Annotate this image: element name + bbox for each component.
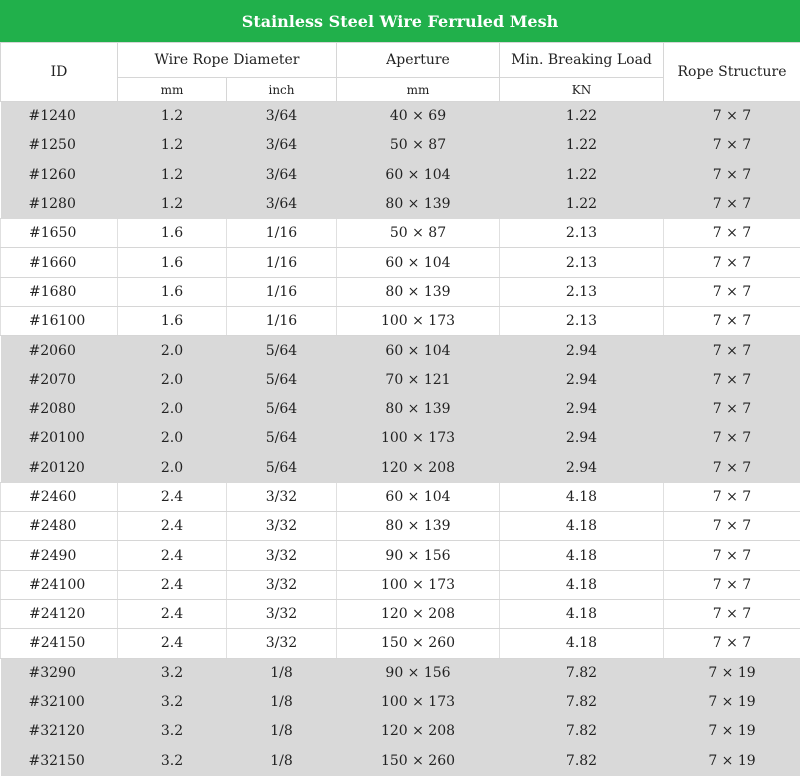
cell-aperture: 60 × 104 bbox=[337, 336, 500, 365]
cell-id: #2490 bbox=[1, 541, 118, 570]
cell-rope-structure: 7 × 19 bbox=[664, 746, 800, 775]
table-row bbox=[1, 424, 800, 453]
cell-id: #1250 bbox=[1, 131, 118, 160]
cell-breaking-load: 2.94 bbox=[500, 424, 664, 453]
cell-rope-structure: 7 × 7 bbox=[664, 307, 800, 336]
cell-rope-structure: 7 × 19 bbox=[664, 687, 800, 716]
table-row bbox=[1, 131, 800, 160]
cell-diameter-mm: 1.2 bbox=[118, 160, 227, 189]
cell-aperture: 50 × 87 bbox=[337, 131, 500, 160]
cell-diameter-inch: 5/64 bbox=[227, 365, 337, 394]
cell-diameter-mm: 1.2 bbox=[118, 189, 227, 218]
cell-diameter-inch: 5/64 bbox=[227, 394, 337, 423]
cell-diameter-mm: 1.6 bbox=[118, 219, 227, 248]
cell-breaking-load: 2.94 bbox=[500, 394, 664, 423]
cell-diameter-mm: 1.2 bbox=[118, 131, 227, 160]
header-rope-structure: Rope Structure bbox=[664, 43, 800, 102]
cell-rope-structure: 7 × 7 bbox=[664, 570, 800, 599]
cell-breaking-load: 2.13 bbox=[500, 307, 664, 336]
cell-breaking-load: 4.18 bbox=[500, 512, 664, 541]
cell-diameter-inch: 3/32 bbox=[227, 541, 337, 570]
cell-diameter-inch: 5/64 bbox=[227, 336, 337, 365]
cell-diameter-mm: 2.0 bbox=[118, 365, 227, 394]
cell-id: #20120 bbox=[1, 453, 118, 482]
cell-breaking-load: 2.13 bbox=[500, 219, 664, 248]
cell-diameter-inch: 3/32 bbox=[227, 600, 337, 629]
cell-diameter-mm: 2.0 bbox=[118, 453, 227, 482]
cell-aperture: 80 × 139 bbox=[337, 277, 500, 306]
cell-id: #32120 bbox=[1, 717, 118, 746]
cell-id: #16100 bbox=[1, 307, 118, 336]
header-unit-mm: mm bbox=[118, 78, 227, 102]
cell-breaking-load: 1.22 bbox=[500, 131, 664, 160]
cell-breaking-load: 7.82 bbox=[500, 687, 664, 716]
cell-diameter-mm: 1.2 bbox=[118, 102, 227, 131]
cell-diameter-mm: 1.6 bbox=[118, 307, 227, 336]
cell-rope-structure: 7 × 7 bbox=[664, 189, 800, 218]
cell-breaking-load: 4.18 bbox=[500, 600, 664, 629]
cell-rope-structure: 7 × 7 bbox=[664, 131, 800, 160]
cell-diameter-mm: 3.2 bbox=[118, 717, 227, 746]
cell-diameter-inch: 1/8 bbox=[227, 658, 337, 687]
spec-table bbox=[0, 42, 800, 776]
cell-id: #2070 bbox=[1, 365, 118, 394]
cell-aperture: 70 × 121 bbox=[337, 365, 500, 394]
cell-id: #2460 bbox=[1, 482, 118, 511]
cell-aperture: 100 × 173 bbox=[337, 307, 500, 336]
cell-diameter-mm: 2.0 bbox=[118, 394, 227, 423]
cell-diameter-inch: 3/32 bbox=[227, 512, 337, 541]
cell-diameter-inch: 1/8 bbox=[227, 746, 337, 775]
cell-diameter-inch: 3/32 bbox=[227, 629, 337, 658]
cell-id: #24150 bbox=[1, 629, 118, 658]
cell-diameter-inch: 1/8 bbox=[227, 717, 337, 746]
cell-aperture: 60 × 104 bbox=[337, 160, 500, 189]
cell-diameter-inch: 3/32 bbox=[227, 570, 337, 599]
cell-rope-structure: 7 × 7 bbox=[664, 600, 800, 629]
cell-diameter-mm: 1.6 bbox=[118, 248, 227, 277]
cell-breaking-load: 2.94 bbox=[500, 365, 664, 394]
cell-breaking-load: 7.82 bbox=[500, 658, 664, 687]
cell-aperture: 120 × 208 bbox=[337, 453, 500, 482]
cell-aperture: 80 × 139 bbox=[337, 512, 500, 541]
table-row bbox=[1, 453, 800, 482]
cell-id: #2480 bbox=[1, 512, 118, 541]
cell-diameter-inch: 5/64 bbox=[227, 453, 337, 482]
table-row bbox=[1, 189, 800, 218]
table-row bbox=[1, 717, 800, 746]
cell-rope-structure: 7 × 7 bbox=[664, 453, 800, 482]
cell-aperture: 90 × 156 bbox=[337, 658, 500, 687]
table-row bbox=[1, 512, 800, 541]
header-unit-kn: KN bbox=[500, 78, 664, 102]
cell-diameter-inch: 3/64 bbox=[227, 189, 337, 218]
cell-diameter-inch: 5/64 bbox=[227, 424, 337, 453]
cell-diameter-mm: 3.2 bbox=[118, 687, 227, 716]
cell-rope-structure: 7 × 7 bbox=[664, 394, 800, 423]
cell-aperture: 40 × 69 bbox=[337, 102, 500, 131]
cell-id: #24120 bbox=[1, 600, 118, 629]
cell-aperture: 90 × 156 bbox=[337, 541, 500, 570]
cell-breaking-load: 4.18 bbox=[500, 570, 664, 599]
cell-rope-structure: 7 × 7 bbox=[664, 219, 800, 248]
cell-breaking-load: 2.13 bbox=[500, 248, 664, 277]
cell-diameter-mm: 2.4 bbox=[118, 482, 227, 511]
cell-rope-structure: 7 × 7 bbox=[664, 160, 800, 189]
cell-aperture: 60 × 104 bbox=[337, 248, 500, 277]
table-row bbox=[1, 160, 800, 189]
cell-id: #32100 bbox=[1, 687, 118, 716]
cell-aperture: 60 × 104 bbox=[337, 482, 500, 511]
cell-diameter-inch: 1/16 bbox=[227, 248, 337, 277]
cell-diameter-mm: 2.4 bbox=[118, 570, 227, 599]
cell-breaking-load: 1.22 bbox=[500, 160, 664, 189]
cell-id: #2080 bbox=[1, 394, 118, 423]
cell-rope-structure: 7 × 7 bbox=[664, 512, 800, 541]
cell-id: #20100 bbox=[1, 424, 118, 453]
cell-breaking-load: 4.18 bbox=[500, 482, 664, 511]
table-header bbox=[1, 43, 800, 102]
table-row bbox=[1, 219, 800, 248]
cell-aperture: 120 × 208 bbox=[337, 717, 500, 746]
cell-aperture: 100 × 173 bbox=[337, 687, 500, 716]
cell-diameter-mm: 2.4 bbox=[118, 600, 227, 629]
table-row bbox=[1, 365, 800, 394]
cell-id: #24100 bbox=[1, 570, 118, 599]
cell-diameter-mm: 2.0 bbox=[118, 424, 227, 453]
header-unit-inch: inch bbox=[227, 78, 337, 102]
cell-rope-structure: 7 × 7 bbox=[664, 365, 800, 394]
cell-aperture: 150 × 260 bbox=[337, 629, 500, 658]
table-row bbox=[1, 102, 800, 131]
cell-id: #32150 bbox=[1, 746, 118, 775]
cell-rope-structure: 7 × 19 bbox=[664, 717, 800, 746]
table-row bbox=[1, 687, 800, 716]
table-row bbox=[1, 570, 800, 599]
cell-diameter-mm: 3.2 bbox=[118, 746, 227, 775]
cell-id: #1240 bbox=[1, 102, 118, 131]
cell-breaking-load: 1.22 bbox=[500, 189, 664, 218]
header-id: ID bbox=[1, 43, 118, 102]
table-row bbox=[1, 277, 800, 306]
cell-rope-structure: 7 × 19 bbox=[664, 658, 800, 687]
table-row bbox=[1, 482, 800, 511]
cell-rope-structure: 7 × 7 bbox=[664, 336, 800, 365]
cell-id: #1660 bbox=[1, 248, 118, 277]
table-row bbox=[1, 600, 800, 629]
table-row bbox=[1, 307, 800, 336]
table-row bbox=[1, 248, 800, 277]
cell-diameter-inch: 1/16 bbox=[227, 277, 337, 306]
cell-diameter-mm: 2.4 bbox=[118, 629, 227, 658]
cell-rope-structure: 7 × 7 bbox=[664, 424, 800, 453]
table-row bbox=[1, 336, 800, 365]
cell-diameter-inch: 3/32 bbox=[227, 482, 337, 511]
cell-diameter-inch: 3/64 bbox=[227, 160, 337, 189]
cell-rope-structure: 7 × 7 bbox=[664, 102, 800, 131]
header-unit-aperture-mm: mm bbox=[337, 78, 500, 102]
table-row bbox=[1, 658, 800, 687]
table-row bbox=[1, 629, 800, 658]
cell-aperture: 80 × 139 bbox=[337, 394, 500, 423]
cell-diameter-mm: 1.6 bbox=[118, 277, 227, 306]
cell-id: #2060 bbox=[1, 336, 118, 365]
cell-breaking-load: 2.94 bbox=[500, 336, 664, 365]
table-row bbox=[1, 394, 800, 423]
header-min-breaking-load: Min. Breaking Load bbox=[500, 43, 664, 78]
cell-id: #1280 bbox=[1, 189, 118, 218]
cell-diameter-inch: 1/16 bbox=[227, 307, 337, 336]
cell-id: #1650 bbox=[1, 219, 118, 248]
table-body bbox=[1, 102, 800, 776]
cell-breaking-load: 7.82 bbox=[500, 717, 664, 746]
cell-rope-structure: 7 × 7 bbox=[664, 629, 800, 658]
cell-diameter-mm: 2.0 bbox=[118, 336, 227, 365]
cell-aperture: 80 × 139 bbox=[337, 189, 500, 218]
cell-breaking-load: 7.82 bbox=[500, 746, 664, 775]
cell-aperture: 50 × 87 bbox=[337, 219, 500, 248]
cell-diameter-inch: 1/8 bbox=[227, 687, 337, 716]
cell-diameter-inch: 3/64 bbox=[227, 131, 337, 160]
cell-breaking-load: 1.22 bbox=[500, 102, 664, 131]
cell-id: #1680 bbox=[1, 277, 118, 306]
cell-rope-structure: 7 × 7 bbox=[664, 482, 800, 511]
cell-rope-structure: 7 × 7 bbox=[664, 541, 800, 570]
cell-diameter-inch: 3/64 bbox=[227, 102, 337, 131]
cell-rope-structure: 7 × 7 bbox=[664, 248, 800, 277]
cell-diameter-mm: 2.4 bbox=[118, 512, 227, 541]
cell-id: #3290 bbox=[1, 658, 118, 687]
cell-breaking-load: 4.18 bbox=[500, 629, 664, 658]
cell-breaking-load: 4.18 bbox=[500, 541, 664, 570]
cell-aperture: 120 × 208 bbox=[337, 600, 500, 629]
table-row bbox=[1, 746, 800, 775]
cell-breaking-load: 2.13 bbox=[500, 277, 664, 306]
header-wire-rope-diameter: Wire Rope Diameter bbox=[118, 43, 337, 78]
table-title: Stainless Steel Wire Ferruled Mesh bbox=[0, 0, 800, 42]
cell-diameter-mm: 3.2 bbox=[118, 658, 227, 687]
cell-aperture: 100 × 173 bbox=[337, 424, 500, 453]
cell-diameter-mm: 2.4 bbox=[118, 541, 227, 570]
cell-aperture: 100 × 173 bbox=[337, 570, 500, 599]
table-row bbox=[1, 541, 800, 570]
cell-diameter-inch: 1/16 bbox=[227, 219, 337, 248]
cell-rope-structure: 7 × 7 bbox=[664, 277, 800, 306]
cell-aperture: 150 × 260 bbox=[337, 746, 500, 775]
header-aperture: Aperture bbox=[337, 43, 500, 78]
cell-id: #1260 bbox=[1, 160, 118, 189]
cell-breaking-load: 2.94 bbox=[500, 453, 664, 482]
